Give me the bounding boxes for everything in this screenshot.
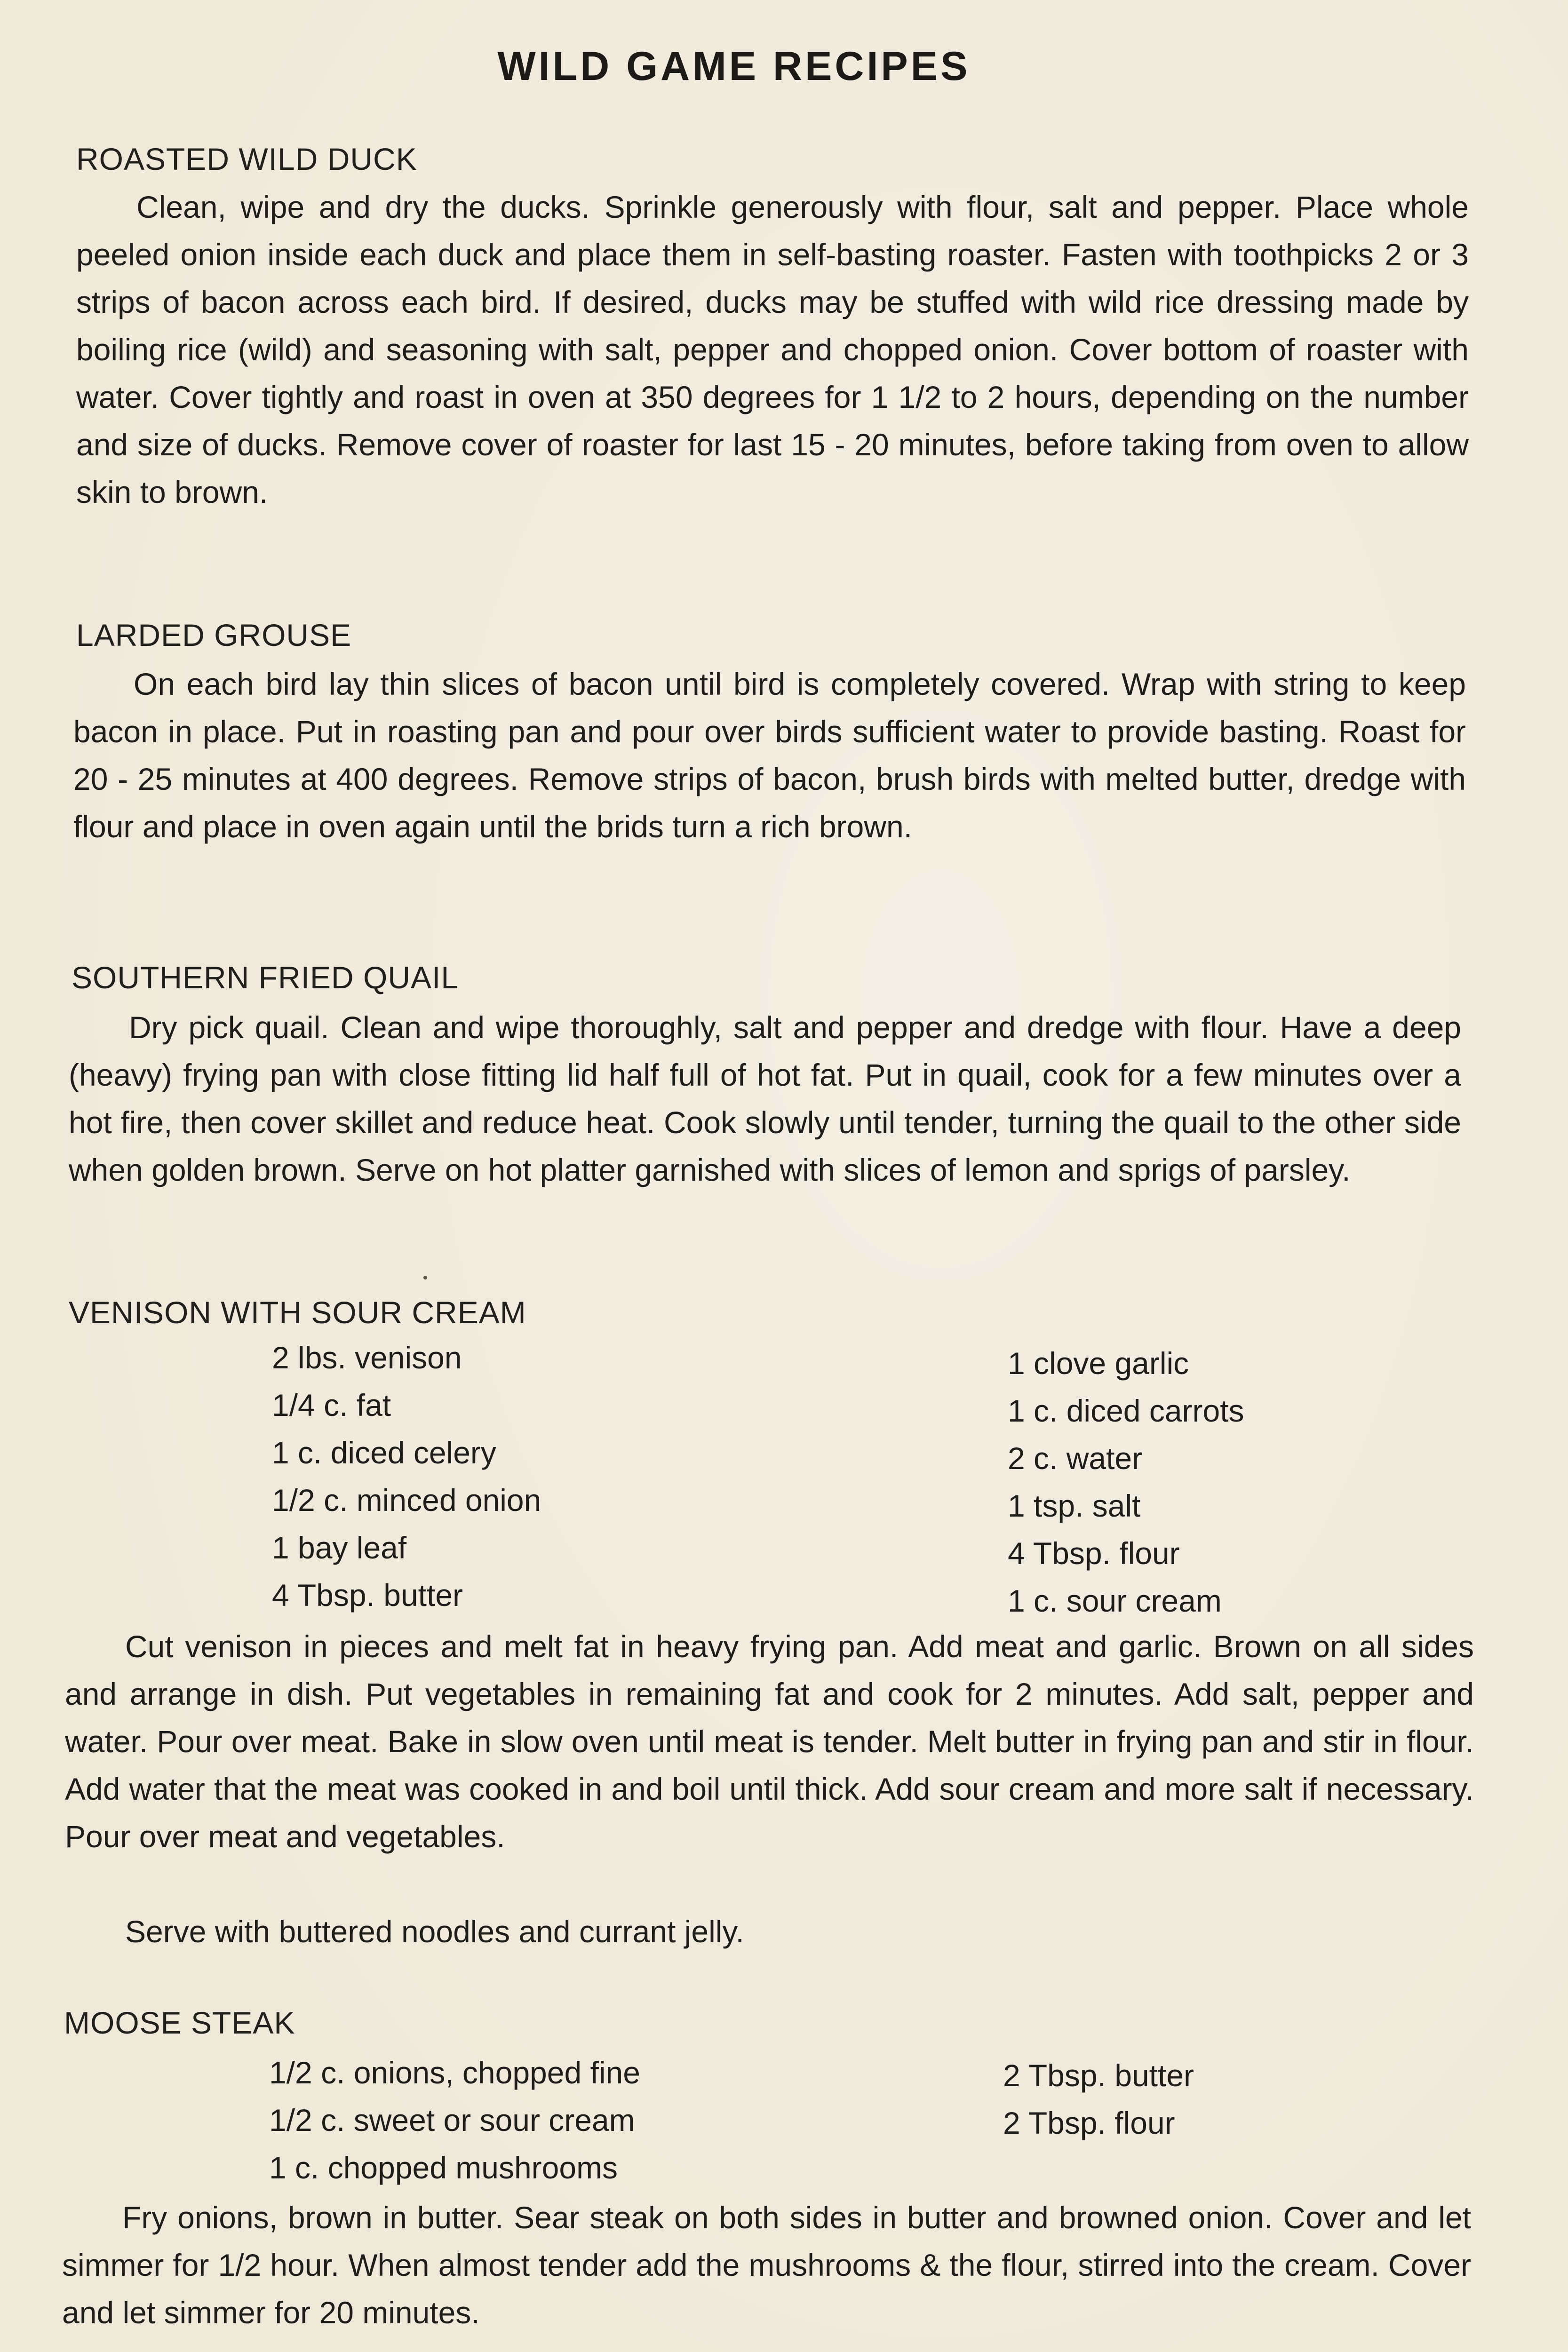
recipe-directions-roasted-wild-duck <box>76 183 1469 516</box>
ingredients-right-moose <box>1003 2052 1194 2147</box>
recipe-title-venison-with-sour-cream: VENISON WITH SOUR CREAM <box>69 1295 526 1330</box>
recipe-title-roasted-wild-duck: ROASTED WILD DUCK <box>76 142 417 176</box>
recipe-title-southern-fried-quail: SOUTHERN FRIED QUAIL <box>72 960 459 995</box>
directions-text: Clean, wipe and dry the ducks. Sprinkle generously with flour, salt and pepper. Place whole peeled onion inside each duck and place them in self-basting roaster. Fasten with toothpicks 2 or 3 strips of bacon across each bird. If desired, ducks may be stuffed with wild rice dressing made by boiling rice (wild) and seasoning with salt, pepper and chopped onion. Cover bottom of roaster with water. Cover tightly and roast in oven at 350 degrees for 1 1/2 to 2 hours, depending on the number and size of ducks. Remove cover of roaster for last 15 - 20 minutes, before taking from oven to allow skin to brown. <box>76 190 1469 509</box>
ingredient-item: 1/4 c. fat <box>272 1388 391 1422</box>
ingredient-item: 1 c. diced celery <box>272 1435 496 1470</box>
recipe-serving-note-venison <box>65 1908 1474 1955</box>
recipe-title-larded-grouse: LARDED GROUSE <box>76 618 352 652</box>
recipe-directions-larded-grouse <box>73 660 1466 850</box>
ingredient-item: 1 tsp. salt <box>1008 1488 1141 1523</box>
ingredient-item: 1/2 c. sweet or sour cream <box>269 2103 635 2137</box>
ingredients-right-venison <box>1008 1340 1244 1625</box>
ingredient-item: 1 c. sour cream <box>1008 1583 1222 1618</box>
ingredient-item: 2 c. water <box>1008 1441 1143 1476</box>
ingredient-item: 1/2 c. minced onion <box>272 1483 541 1518</box>
directions-text: On each bird lay thin slices of bacon until bird is completely covered. Wrap with string to keep bacon in place. Put in roasting pan and pour over birds sufficient water to provide basting. Roast for 20 - 25 minutes at 400 degrees. Remove strips of bacon, brush birds with melted butter, dredge with flour and place in oven again until the brids turn a rich brown. <box>73 667 1466 844</box>
ingredient-item: 2 Tbsp. flour <box>1003 2106 1175 2140</box>
ingredient-item: 1 clove garlic <box>1008 1346 1189 1381</box>
ingredient-item: 4 Tbsp. flour <box>1008 1536 1180 1571</box>
ingredient-item: 4 Tbsp. butter <box>272 1578 463 1613</box>
ingredient-item: 2 Tbsp. butter <box>1003 2058 1194 2093</box>
recipe-title-moose-steak: MOOSE STEAK <box>64 2005 295 2040</box>
directions-text: Dry pick quail. Clean and wipe thoroughly, salt and pepper and dredge with flour. Have a deep (heavy) frying pan with close fitting lid half full of hot fat. Put in quail, cook for a few minutes over a hot fire, then cover skillet and reduce heat. Cook slowly until tender, turning the quail to the other side when golden brown. Serve on hot platter garnished with slices of lemon and sprigs of parsley. <box>69 1010 1461 1187</box>
ink-speck <box>423 1276 427 1279</box>
recipe-directions-moose <box>62 2194 1471 2336</box>
ingredient-item: 1 c. chopped mushrooms <box>269 2150 618 2185</box>
ingredients-left-moose <box>269 2049 640 2192</box>
page-title: WILD GAME RECIPES <box>497 44 971 89</box>
directions-text: Cut venison in pieces and melt fat in heavy frying pan. Add meat and garlic. Brown on all sides and arrange in dish. Put vegetables in remaining fat and cook for 2 minutes. Add salt, pepper and water. Pour over meat. Bake in slow oven until meat is tender. Melt butter in frying pan and stir in flour. Add water that the meat was cooked in and boil until thick. Add sour cream and more salt if necessary. Pour over meat and vegetables. <box>65 1629 1474 1854</box>
ingredient-item: 2 lbs. venison <box>272 1340 462 1375</box>
ingredients-left-venison <box>272 1334 541 1619</box>
serving-note-text: Serve with buttered noodles and currant jelly. <box>125 1914 744 1949</box>
ingredient-item: 1 bay leaf <box>272 1530 407 1565</box>
directions-text: Fry onions, brown in butter. Sear steak on both sides in butter and browned onion. Cover and let simmer for 1/2 hour. When almost tender add the mushrooms & the flour, stirred into the cream. Cover and let simmer for 20 minutes. <box>62 2200 1471 2330</box>
ingredient-item: 1/2 c. onions, chopped fine <box>269 2055 640 2090</box>
recipe-directions-venison <box>65 1623 1474 1860</box>
recipe-directions-southern-fried-quail <box>69 1004 1461 1194</box>
ingredient-item: 1 c. diced carrots <box>1008 1393 1244 1428</box>
